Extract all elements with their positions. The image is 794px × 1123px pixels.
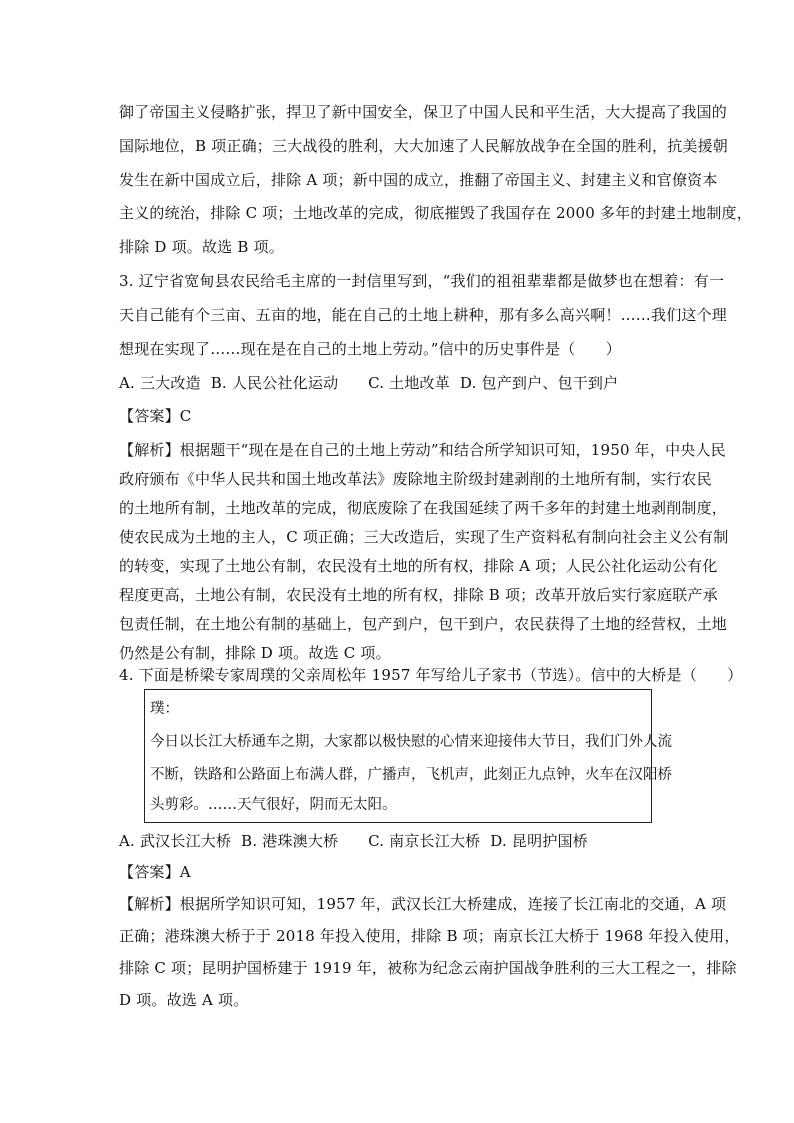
question-3-analysis-line: 仍然是公有制，排除 D 项。故选 C 项。	[119, 644, 391, 662]
letter-line: 头剪彩。……天气很好，阴而无太阳。	[150, 797, 397, 813]
letter-line: 璞：	[150, 701, 179, 717]
question-3-stem-line: 天自己能有个三亩、五亩的地，能在自己的土地上耕种，那有多么高兴啊！……我们这个理	[119, 306, 728, 324]
question-3-analysis-line: 政府颁布《中华人民共和国土地改革法》废除地主阶级封建剥削的土地所有制，实行农民	[119, 470, 712, 488]
question-3-analysis-line: 包责任制，在土地公有制的基础上，包产到户，包干到户，农民获得了土地的经营权，土地	[119, 615, 728, 633]
letter-excerpt-box	[144, 689, 672, 823]
question-4-analysis-line: 【解析】根据所学知识可知，1957 年，武汉长江大桥建成，连接了长江南北的交通，A 项	[119, 895, 727, 913]
question-3-analysis-line: 的转变，实现了土地公有制，农民没有土地的所有权，排除 A 项；人民公社化运动公有化	[119, 557, 718, 575]
question-3-analysis-line: 的土地所有制，土地改革的完成，彻底废除了在我国延续了两千多年的封建土地剥削制度，	[119, 499, 728, 517]
paragraph-line: 国际地位，B 项正确；三大战役的胜利，大大加速了人民解放战争在全国的胜利，抗美援朝	[119, 137, 728, 155]
question-3-analysis-line: 程度更高，土地公有制，农民没有土地的所有权，排除 B 项；改革开放后实行家庭联产承	[119, 586, 718, 604]
question-4-options: A. 武汉长江大桥 B. 港珠澳大桥 C. 南京长江大桥 D. 昆明护国桥	[119, 832, 588, 850]
question-4-stem: 4. 下面是桥梁专家周璞的父亲周松年 1957 年写给儿子家书（节选）。信中的大桥是（ ）	[119, 666, 743, 684]
question-3-stem-line: 3. 辽宁省宽甸县农民给毛主席的一封信里写到，“我们的祖祖辈辈都是做梦也在想着：有一	[119, 272, 725, 290]
paragraph-line: 主义的统治，排除 C 项；土地改革的完成，彻底摧毁了我国存在 2000 多年的封建土地制度，	[119, 204, 752, 222]
paragraph-line: 排除 D 项。故选 B 项。	[119, 238, 284, 256]
letter-line: 今日以长江大桥通车之期，大家都以极快慰的心情来迎接伟大节日，我们门外人流	[150, 734, 672, 750]
question-4-analysis-line: 正确；港珠澳大桥于于 2018 年投入使用，排除 B 项；南京长江大桥于 1968 年投入使用，	[119, 927, 740, 945]
question-3-analysis-line: 使农民成为土地的主人，C 项正确；三大改造后，实现了生产资料私有制向社会主义公有制	[119, 528, 729, 546]
question-3-answer: 【答案】C	[119, 407, 192, 425]
question-4-analysis-line: D 项。故选 A 项。	[119, 991, 249, 1009]
question-4-analysis-line: 排除 C 项；昆明护国桥建于 1919 年，被称为纪念云南护国战争胜利的三大工程之一，排除	[119, 959, 737, 977]
question-3-stem-line: 想现在实现了……现在是在自己的土地上劳动。”信中的历史事件是（ ）	[119, 340, 621, 358]
paragraph-line: 御了帝国主义侵略扩张，捍卫了新中国安全，保卫了中国人民和平生活，大大提高了我国的	[119, 103, 728, 121]
question-3-analysis-line: 【解析】根据题干“现在是在自己的土地上劳动”和结合所学知识可知，1950 年，中央人民	[119, 441, 726, 459]
question-4-answer: 【答案】A	[119, 863, 191, 881]
question-3-options: A. 三大改造 B. 人民公社化运动 C. 土地改革 D. 包产到户、包干到户	[119, 374, 619, 392]
paragraph-line: 发生在新中国成立后，排除 A 项；新中国的成立，推翻了帝国主义、封建主义和官僚资本	[119, 171, 718, 189]
letter-line: 不断，铁路和公路面上布满人群，广播声，飞机声，此刻正九点钟，火车在汉阳桥	[150, 767, 672, 783]
